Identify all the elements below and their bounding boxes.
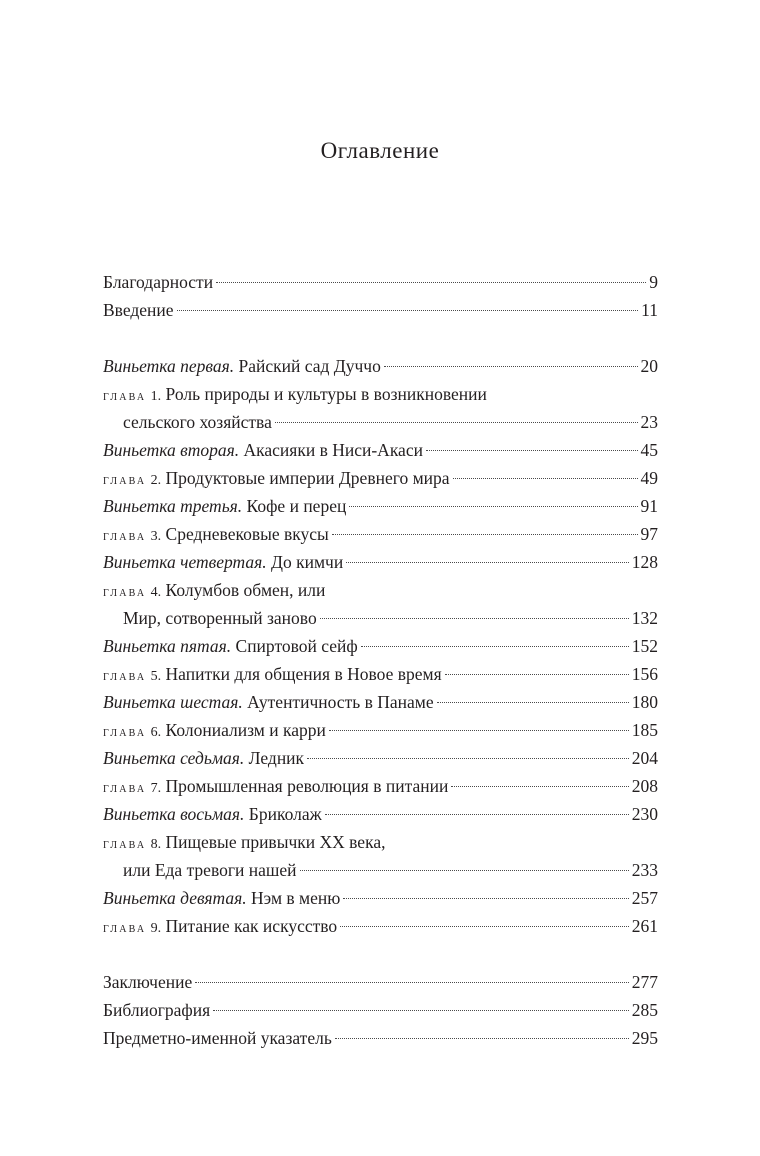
dot-leader [346, 562, 629, 563]
vignette-label: Виньетка вторая. [103, 440, 240, 460]
toc-chapter-8[interactable] [103, 828, 658, 856]
toc-entry-title: Акасияки в Ниси-Акаси [243, 440, 423, 460]
toc-page-number: 97 [640, 524, 658, 544]
toc-entry-title: Напитки для общения в Новое время [165, 664, 442, 684]
toc-entry-title: Аутентичность в Панаме [247, 692, 434, 712]
toc-entry-title-continued: или Еда тревоги нашей [123, 860, 297, 880]
dot-leader [332, 534, 638, 535]
dot-leader [195, 982, 629, 983]
dot-leader [384, 366, 638, 367]
toc-entry-title: Нэм в меню [250, 888, 341, 908]
toc-page-number: 156 [631, 664, 658, 684]
page-title: Оглавление [320, 138, 440, 163]
toc-entry-title: Пищевые привычки XX века, [165, 832, 386, 852]
dot-leader [329, 730, 629, 731]
chapter-number: 2. [150, 473, 162, 488]
toc-page-number: 9 [649, 272, 658, 292]
toc-entry-title: Благодарности [103, 272, 214, 292]
dot-leader [213, 1010, 629, 1011]
toc-main-body [103, 352, 658, 940]
vignette-label: Виньетка первая. [103, 356, 235, 376]
toc-vignette-2[interactable] [103, 436, 658, 464]
chapter-label: глава [103, 389, 147, 404]
toc-entry-introduction[interactable] [103, 296, 658, 324]
toc-page-number: 45 [640, 440, 658, 460]
chapter-number: 9. [150, 921, 162, 936]
toc-chapter-1-cont[interactable] [103, 408, 658, 436]
chapter-label: глава [103, 473, 147, 488]
toc-vignette-7[interactable] [103, 744, 658, 772]
toc-page-number: 11 [641, 300, 658, 320]
vignette-label: Виньетка четвертая. [103, 552, 267, 572]
toc-vignette-8[interactable] [103, 800, 658, 828]
toc-page-number: 204 [631, 748, 658, 768]
toc-page-number: 185 [631, 720, 658, 740]
dot-leader [307, 758, 629, 759]
dot-leader [426, 450, 638, 451]
chapter-label: глава [103, 585, 147, 600]
chapter-number: 6. [150, 725, 162, 740]
toc-page-number: 23 [640, 412, 658, 432]
dot-leader [300, 870, 629, 871]
toc-page-number: 295 [631, 1028, 658, 1048]
toc-page-number: 208 [631, 776, 658, 796]
chapter-number: 8. [150, 837, 162, 852]
dot-leader [445, 674, 629, 675]
toc-chapter-4-cont[interactable] [103, 604, 658, 632]
dot-leader [437, 702, 629, 703]
toc-entry-title: Заключение [103, 972, 193, 992]
toc-page-number: 91 [640, 496, 658, 516]
toc-page-number: 261 [631, 916, 658, 936]
toc-entry-title: Средневековые вкусы [165, 524, 329, 544]
toc-front-matter [103, 268, 658, 324]
toc-entry-title: Роль природы и культуры в возникновении [165, 384, 487, 404]
toc-entry-title: До кимчи [271, 552, 344, 572]
dot-leader [340, 926, 629, 927]
toc-chapter-1[interactable] [103, 380, 658, 408]
toc-entry-title: Кофе и перец [246, 496, 347, 516]
toc-page-number: 49 [640, 468, 658, 488]
toc-page-number: 20 [640, 356, 658, 376]
toc-entry-title-continued: Мир, сотворенный заново [123, 608, 317, 628]
vignette-label: Виньетка пятая. [103, 636, 232, 656]
chapter-label: глава [103, 669, 147, 684]
toc-chapter-3[interactable] [103, 520, 658, 548]
toc-page-number: 180 [631, 692, 658, 712]
toc-chapter-8-cont[interactable] [103, 856, 658, 884]
toc-page-number: 132 [631, 608, 658, 628]
toc-vignette-9[interactable] [103, 884, 658, 912]
toc-vignette-3[interactable] [103, 492, 658, 520]
chapter-label: глава [103, 529, 147, 544]
toc-entry-title: Библиография [103, 1000, 211, 1020]
toc-entry-bibliography[interactable] [103, 996, 658, 1024]
toc-entry-title: Спиртовой сейф [235, 636, 358, 656]
vignette-label: Виньетка третья. [103, 496, 243, 516]
toc-chapter-6[interactable] [103, 716, 658, 744]
toc-entry-title: Колониализм и карри [165, 720, 326, 740]
toc-entry-title: Питание как искусство [165, 916, 338, 936]
toc-entry-title: Бриколаж [248, 804, 322, 824]
toc-entry-conclusion[interactable] [103, 968, 658, 996]
dot-leader [320, 618, 629, 619]
toc-entry-title-continued: сельского хозяйства [123, 412, 272, 432]
toc-vignette-5[interactable] [103, 632, 658, 660]
chapter-number: 3. [150, 529, 162, 544]
toc-vignette-1[interactable] [103, 352, 658, 380]
toc-entry-title: Ледник [248, 748, 305, 768]
vignette-label: Виньетка седьмая. [103, 748, 245, 768]
toc-entry-index[interactable] [103, 1024, 658, 1052]
toc-page-number: 230 [631, 804, 658, 824]
chapter-label: глава [103, 781, 147, 796]
dot-leader [177, 310, 639, 311]
toc-chapter-9[interactable] [103, 912, 658, 940]
vignette-label: Виньетка восьмая. [103, 804, 245, 824]
toc-entry-title: Продуктовые империи Древнего мира [165, 468, 450, 488]
toc-page-number: 128 [631, 552, 658, 572]
toc-entry-acknowledgements[interactable] [103, 268, 658, 296]
vignette-label: Виньетка девятая. [103, 888, 247, 908]
dot-leader [361, 646, 629, 647]
toc-chapter-4[interactable] [103, 576, 658, 604]
toc-entry-title: Колумбов обмен, или [165, 580, 326, 600]
dot-leader [325, 814, 629, 815]
toc-entry-title: Введение [103, 300, 174, 320]
chapter-number: 5. [150, 669, 162, 684]
toc-page-number: 285 [631, 1000, 658, 1020]
toc-page-number: 277 [631, 972, 658, 992]
table-of-contents [103, 268, 658, 1080]
chapter-number: 7. [150, 781, 162, 796]
chapter-label: глава [103, 725, 147, 740]
toc-chapter-7[interactable] [103, 772, 658, 800]
toc-entry-title: Промышленная революция в питании [165, 776, 449, 796]
toc-entry-title: Предметно-именной указатель [103, 1028, 332, 1048]
toc-vignette-4[interactable] [103, 548, 658, 576]
dot-leader [453, 478, 638, 479]
chapter-label: глава [103, 921, 147, 936]
toc-chapter-5[interactable] [103, 660, 658, 688]
dot-leader [349, 506, 637, 507]
toc-page-number: 233 [631, 860, 658, 880]
dot-leader [275, 422, 638, 423]
chapter-label: глава [103, 837, 147, 852]
toc-entry-title: Райский сад Дуччо [238, 356, 381, 376]
dot-leader [451, 786, 628, 787]
toc-page-number: 257 [631, 888, 658, 908]
toc-page-number: 152 [631, 636, 658, 656]
chapter-number: 4. [150, 585, 162, 600]
dot-leader [216, 282, 646, 283]
vignette-label: Виньетка шестая. [103, 692, 243, 712]
dot-leader [343, 898, 628, 899]
dot-leader [335, 1038, 629, 1039]
toc-vignette-6[interactable] [103, 688, 658, 716]
chapter-number: 1. [150, 389, 162, 404]
toc-chapter-2[interactable] [103, 464, 658, 492]
toc-back-matter [103, 968, 658, 1052]
